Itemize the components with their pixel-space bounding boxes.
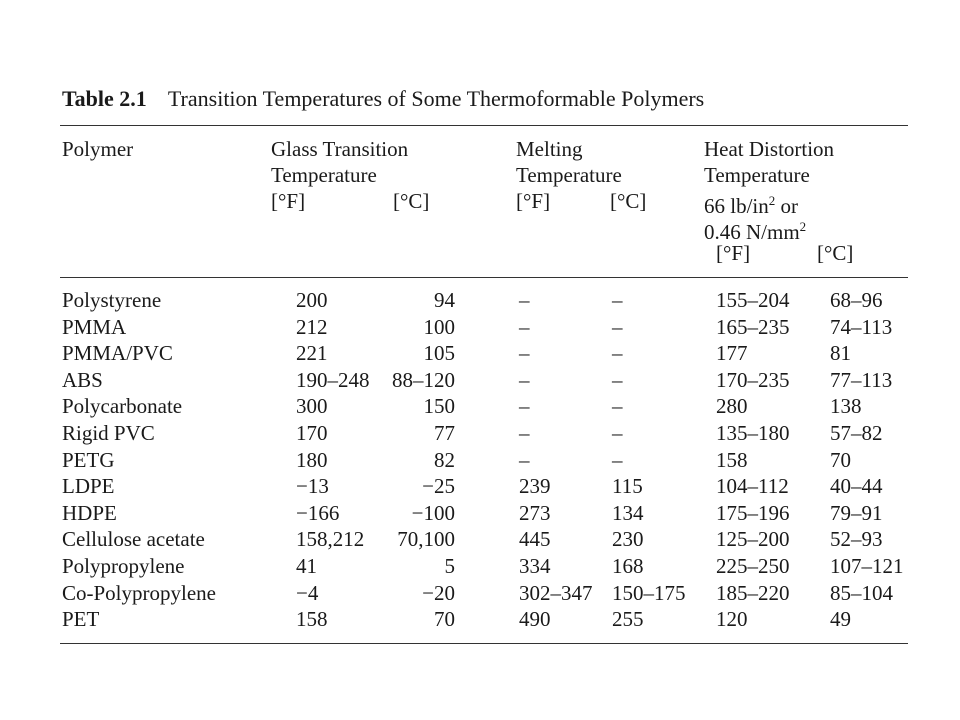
cell-hd-c: 49 xyxy=(830,607,851,632)
cell-tm-c: 168 xyxy=(612,554,644,578)
cell-hd-f: 104–112 xyxy=(716,474,789,499)
cell-tm-f: 445 xyxy=(519,527,551,552)
cell-hd-c: 74–113 xyxy=(830,314,893,339)
cell-polymer: Co-Polypropylene xyxy=(62,580,216,605)
cell-hd-f: 185–220 xyxy=(716,580,790,605)
header-heat-line4-sup: 2 xyxy=(799,219,807,234)
header-glass-c: [°C] xyxy=(393,189,430,213)
table-row xyxy=(0,393,960,420)
cell-tg-c: −25 xyxy=(422,474,455,499)
cell-tg-c: 94 xyxy=(434,288,455,312)
cell-hd-f: 120 xyxy=(716,607,748,632)
cell-tm-c: – xyxy=(612,314,623,339)
cell-tm-f: – xyxy=(519,314,530,339)
table-row xyxy=(0,500,960,527)
table-number: Table 2.1 xyxy=(62,86,147,111)
cell-hd-c: 68–96 xyxy=(830,288,883,312)
cell-tg-f: 158,212 xyxy=(296,527,365,552)
cell-hd-c: 85–104 xyxy=(830,580,893,605)
cell-polymer: Polystyrene xyxy=(62,288,162,312)
cell-tg-c: 88–120 xyxy=(392,367,455,392)
header-melt-line2: Temperature xyxy=(516,163,622,187)
cell-tg-c: 82 xyxy=(434,447,455,472)
cell-tm-c: – xyxy=(612,421,623,445)
cell-hd-c: 81 xyxy=(830,341,851,366)
top-rule xyxy=(60,125,908,126)
header-melt-line1: Melting xyxy=(516,137,583,161)
header-glass-line2: Temperature xyxy=(271,163,377,187)
cell-polymer: PMMA/PVC xyxy=(62,341,173,366)
table-row xyxy=(0,367,960,394)
cell-tm-f: – xyxy=(519,367,530,392)
cell-tg-f: 190–248 xyxy=(296,367,370,392)
cell-hd-c: 77–113 xyxy=(830,367,893,392)
cell-hd-f: 175–196 xyxy=(716,500,790,525)
header-melt-f: [°F] xyxy=(516,189,551,213)
cell-hd-f: 135–180 xyxy=(716,421,790,445)
header-rule xyxy=(60,277,908,278)
cell-tg-c: 70,100 xyxy=(397,527,455,552)
cell-tm-c: – xyxy=(612,341,623,366)
cell-hd-c: 79–91 xyxy=(830,500,883,525)
cell-polymer: PMMA xyxy=(62,314,127,339)
header-polymer: Polymer xyxy=(62,137,134,161)
header-heat-line3-sup: 2 xyxy=(768,193,776,208)
cell-hd-f: 125–200 xyxy=(716,527,790,552)
header-glass-line1: Glass Transition xyxy=(271,137,409,161)
cell-tm-f: 490 xyxy=(519,607,551,632)
cell-tg-f: 212 xyxy=(296,314,328,339)
table-row xyxy=(0,314,960,341)
table-row xyxy=(0,580,960,607)
cell-hd-f: 170–235 xyxy=(716,367,790,392)
cell-tg-f: 41 xyxy=(296,554,317,578)
table-row xyxy=(0,553,960,580)
cell-hd-f: 158 xyxy=(716,447,748,472)
table-row xyxy=(0,340,960,367)
cell-tg-c: 100 xyxy=(423,314,455,339)
cell-tm-f: 302–347 xyxy=(519,580,593,605)
header-heat-line3-text: 66 lb/in xyxy=(704,194,769,218)
header-heat-c: [°C] xyxy=(817,241,854,265)
cell-hd-c: 70 xyxy=(830,447,851,472)
table-row xyxy=(0,447,960,474)
cell-tm-f: 273 xyxy=(519,500,551,525)
cell-tg-f: −166 xyxy=(296,500,340,525)
cell-tg-c: 70 xyxy=(434,607,455,632)
cell-tm-c: 115 xyxy=(612,474,643,499)
cell-tg-f: 170 xyxy=(296,421,328,445)
cell-tg-c: −20 xyxy=(422,580,455,605)
cell-tm-c: – xyxy=(612,367,623,392)
cell-tg-f: 300 xyxy=(296,394,328,419)
cell-hd-c: 40–44 xyxy=(830,474,883,499)
cell-hd-f: 165–235 xyxy=(716,314,790,339)
cell-tm-f: 239 xyxy=(519,474,551,499)
cell-tg-c: −100 xyxy=(411,500,455,525)
cell-tg-f: −4 xyxy=(296,580,319,605)
cell-tg-f: 180 xyxy=(296,447,328,472)
table-caption xyxy=(62,86,704,112)
cell-tg-c: 105 xyxy=(423,341,455,366)
cell-tm-c: 150–175 xyxy=(612,580,686,605)
cell-tg-f: 200 xyxy=(296,288,328,312)
cell-tg-f: −13 xyxy=(296,474,329,499)
cell-hd-c: 57–82 xyxy=(830,421,883,445)
cell-tg-f: 221 xyxy=(296,341,328,366)
cell-tg-c: 5 xyxy=(444,554,455,578)
cell-polymer: ABS xyxy=(62,367,103,392)
header-melt-c: [°C] xyxy=(610,189,647,213)
cell-hd-c: 52–93 xyxy=(830,527,883,552)
cell-hd-f: 155–204 xyxy=(716,288,790,312)
cell-polymer: Polycarbonate xyxy=(62,394,183,419)
cell-tm-f: – xyxy=(519,394,530,419)
cell-hd-c: 107–121 xyxy=(830,554,904,578)
cell-polymer: HDPE xyxy=(62,500,117,525)
cell-tm-f: – xyxy=(519,288,530,312)
cell-tg-c: 77 xyxy=(434,421,455,445)
cell-tg-c: 150 xyxy=(423,394,455,419)
header-heat-line4-text: 0.46 N/mm xyxy=(704,220,800,244)
cell-tm-f: – xyxy=(519,447,530,472)
cell-tm-f: 334 xyxy=(519,554,551,578)
cell-hd-f: 280 xyxy=(716,394,748,419)
cell-polymer: Rigid PVC xyxy=(62,421,155,445)
cell-tm-c: – xyxy=(612,288,623,312)
header-heat-f: [°F] xyxy=(716,241,751,265)
header-heat-line1: Heat Distortion xyxy=(704,137,835,161)
header-glass-f: [°F] xyxy=(271,189,306,213)
cell-hd-f: 225–250 xyxy=(716,554,790,578)
cell-tm-c: 230 xyxy=(612,527,644,552)
cell-tm-c: 255 xyxy=(612,607,644,632)
table-row xyxy=(0,473,960,500)
cell-tm-f: – xyxy=(519,341,530,366)
cell-hd-f: 177 xyxy=(716,341,748,366)
cell-tm-c: – xyxy=(612,447,623,472)
cell-hd-c: 138 xyxy=(830,394,862,419)
bottom-rule xyxy=(60,643,908,644)
table-row xyxy=(0,526,960,553)
table-row xyxy=(0,287,960,314)
header-heat-line3-tail: or xyxy=(775,194,799,218)
table-row xyxy=(0,606,960,633)
table-title: Transition Temperatures of Some Thermoformable Polymers xyxy=(167,86,705,111)
cell-polymer: LDPE xyxy=(62,474,115,499)
cell-polymer: PETG xyxy=(62,447,115,472)
cell-tm-f: – xyxy=(519,421,530,445)
cell-polymer: Polypropylene xyxy=(62,554,185,578)
cell-tm-c: – xyxy=(612,394,623,419)
header-heat-line2: Temperature xyxy=(704,163,810,187)
cell-polymer: Cellulose acetate xyxy=(62,527,205,552)
cell-tg-f: 158 xyxy=(296,607,328,632)
cell-tm-c: 134 xyxy=(612,500,644,525)
table-row xyxy=(0,420,960,447)
cell-polymer: PET xyxy=(62,607,100,632)
